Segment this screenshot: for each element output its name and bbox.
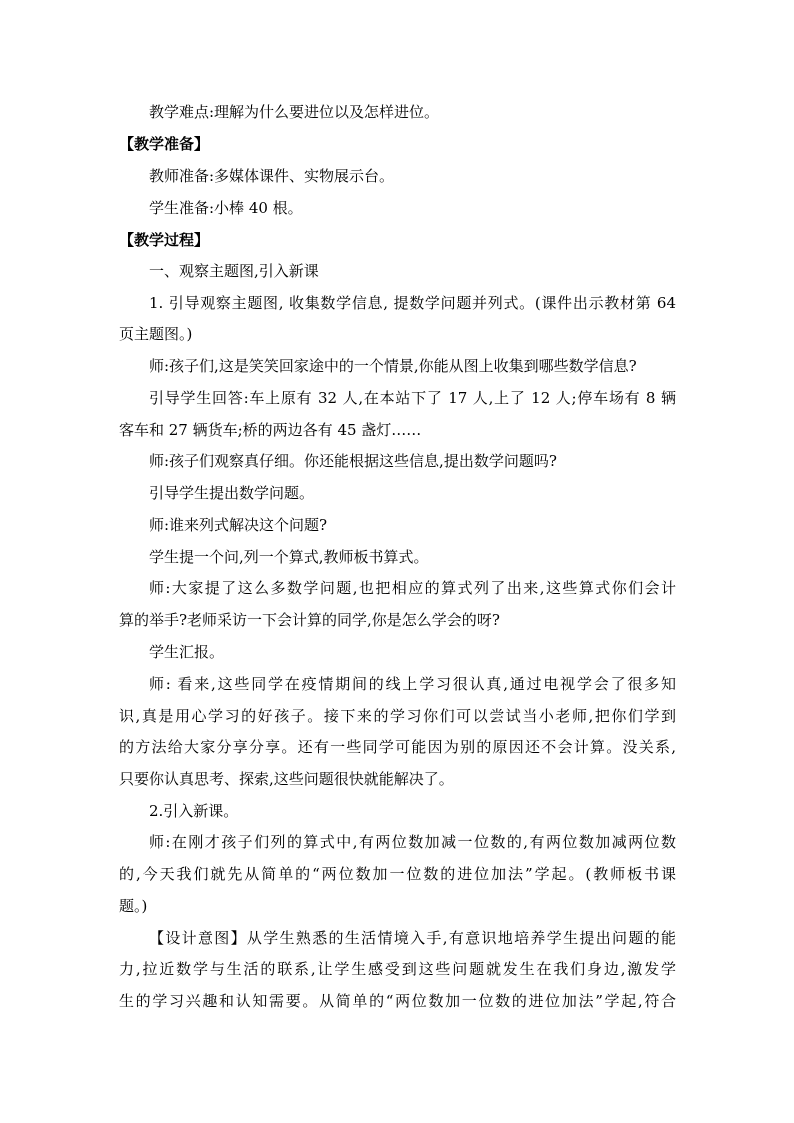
section-heading-preparation: 【教学准备】 — [119, 135, 210, 153]
paragraph-line: 师: 看来,这些同学在疫情期间的线上学习很认真,通过电视学会了很多知 — [149, 675, 676, 693]
paragraph-line: 算的举手?老师采访一下会计算的同学,你是怎么学会的呀? — [119, 611, 500, 629]
paragraph-line: 师:谁来列式解决这个问题? — [149, 516, 328, 534]
section-heading-process: 【教学过程】 — [119, 231, 210, 249]
subsection-title: 2.引入新课。 — [149, 802, 239, 820]
paragraph-line: 学生提一个问,列一个算式,教师板书算式。 — [149, 548, 429, 566]
paragraph-line: 的,今天我们就先从简单的“两位数加一位数的进位加法”学起。(教师板书课 — [119, 865, 676, 883]
paragraph-line: 引导学生回答:车上原有 32 人,在本站下了 17 人,上了 12 人;停车场有 8 辆 — [149, 389, 676, 407]
paragraph-line: 题。) — [119, 897, 148, 915]
paragraph-line: 1. 引导观察主题图, 收集数学信息, 提数学问题并列式。(课件出示教材第 64 — [149, 294, 676, 312]
paragraph-line: 师:孩子们,这是笑笑回家途中的一个情景,你能从图上收集到哪些数学信息? — [149, 357, 637, 375]
paragraph-line: 页主题图。) — [119, 325, 193, 343]
teacher-preparation-line: 教师准备:多媒体课件、实物展示台。 — [149, 167, 395, 185]
paragraph-line: 识,真是用心学习的好孩子。接下来的学习你们可以尝试当小老师,把你们学到 — [119, 707, 676, 725]
design-intent-line: 【设计意图】从学生熟悉的生活情境入手,有意识地培养学生提出问题的能 — [149, 929, 676, 947]
paragraph-line: 引导学生提出数学问题。 — [149, 484, 315, 502]
paragraph-line: 力,拉近数学与生活的联系,让学生感受到这些问题就发生在我们身边,激发学 — [119, 960, 676, 978]
teaching-difficulty-line: 教学难点:理解为什么要进位以及怎样进位。 — [149, 103, 440, 121]
paragraph-line: 生的学习兴趣和认知需要。从简单的“两位数加一位数的进位加法”学起,符合 — [119, 992, 676, 1010]
paragraph-line: 师:在刚才孩子们列的算式中,有两位数加减一位数的,有两位数加减两位数 — [149, 833, 676, 851]
paragraph-line: 的方法给大家分享分享。还有一些同学可能因为别的原因还不会计算。没关系, — [119, 738, 676, 756]
paragraph-line: 只要你认真思考、探索,这些问题很快就能解决了。 — [119, 770, 454, 788]
paragraph-line: 师:大家提了这么多数学问题,也把相应的算式列了出来,这些算式你们会计 — [149, 579, 676, 597]
paragraph-line: 客车和 27 辆货车;桥的两边各有 45 盏灯…… — [119, 421, 422, 439]
subsection-title: 一、观察主题图,引入新课 — [149, 262, 319, 280]
paragraph-line: 师:孩子们观察真仔细。你还能根据这些信息,提出数学问题吗? — [149, 452, 557, 470]
student-preparation-line: 学生准备:小棒 40 根。 — [149, 199, 303, 217]
paragraph-line: 学生汇报。 — [149, 643, 225, 661]
